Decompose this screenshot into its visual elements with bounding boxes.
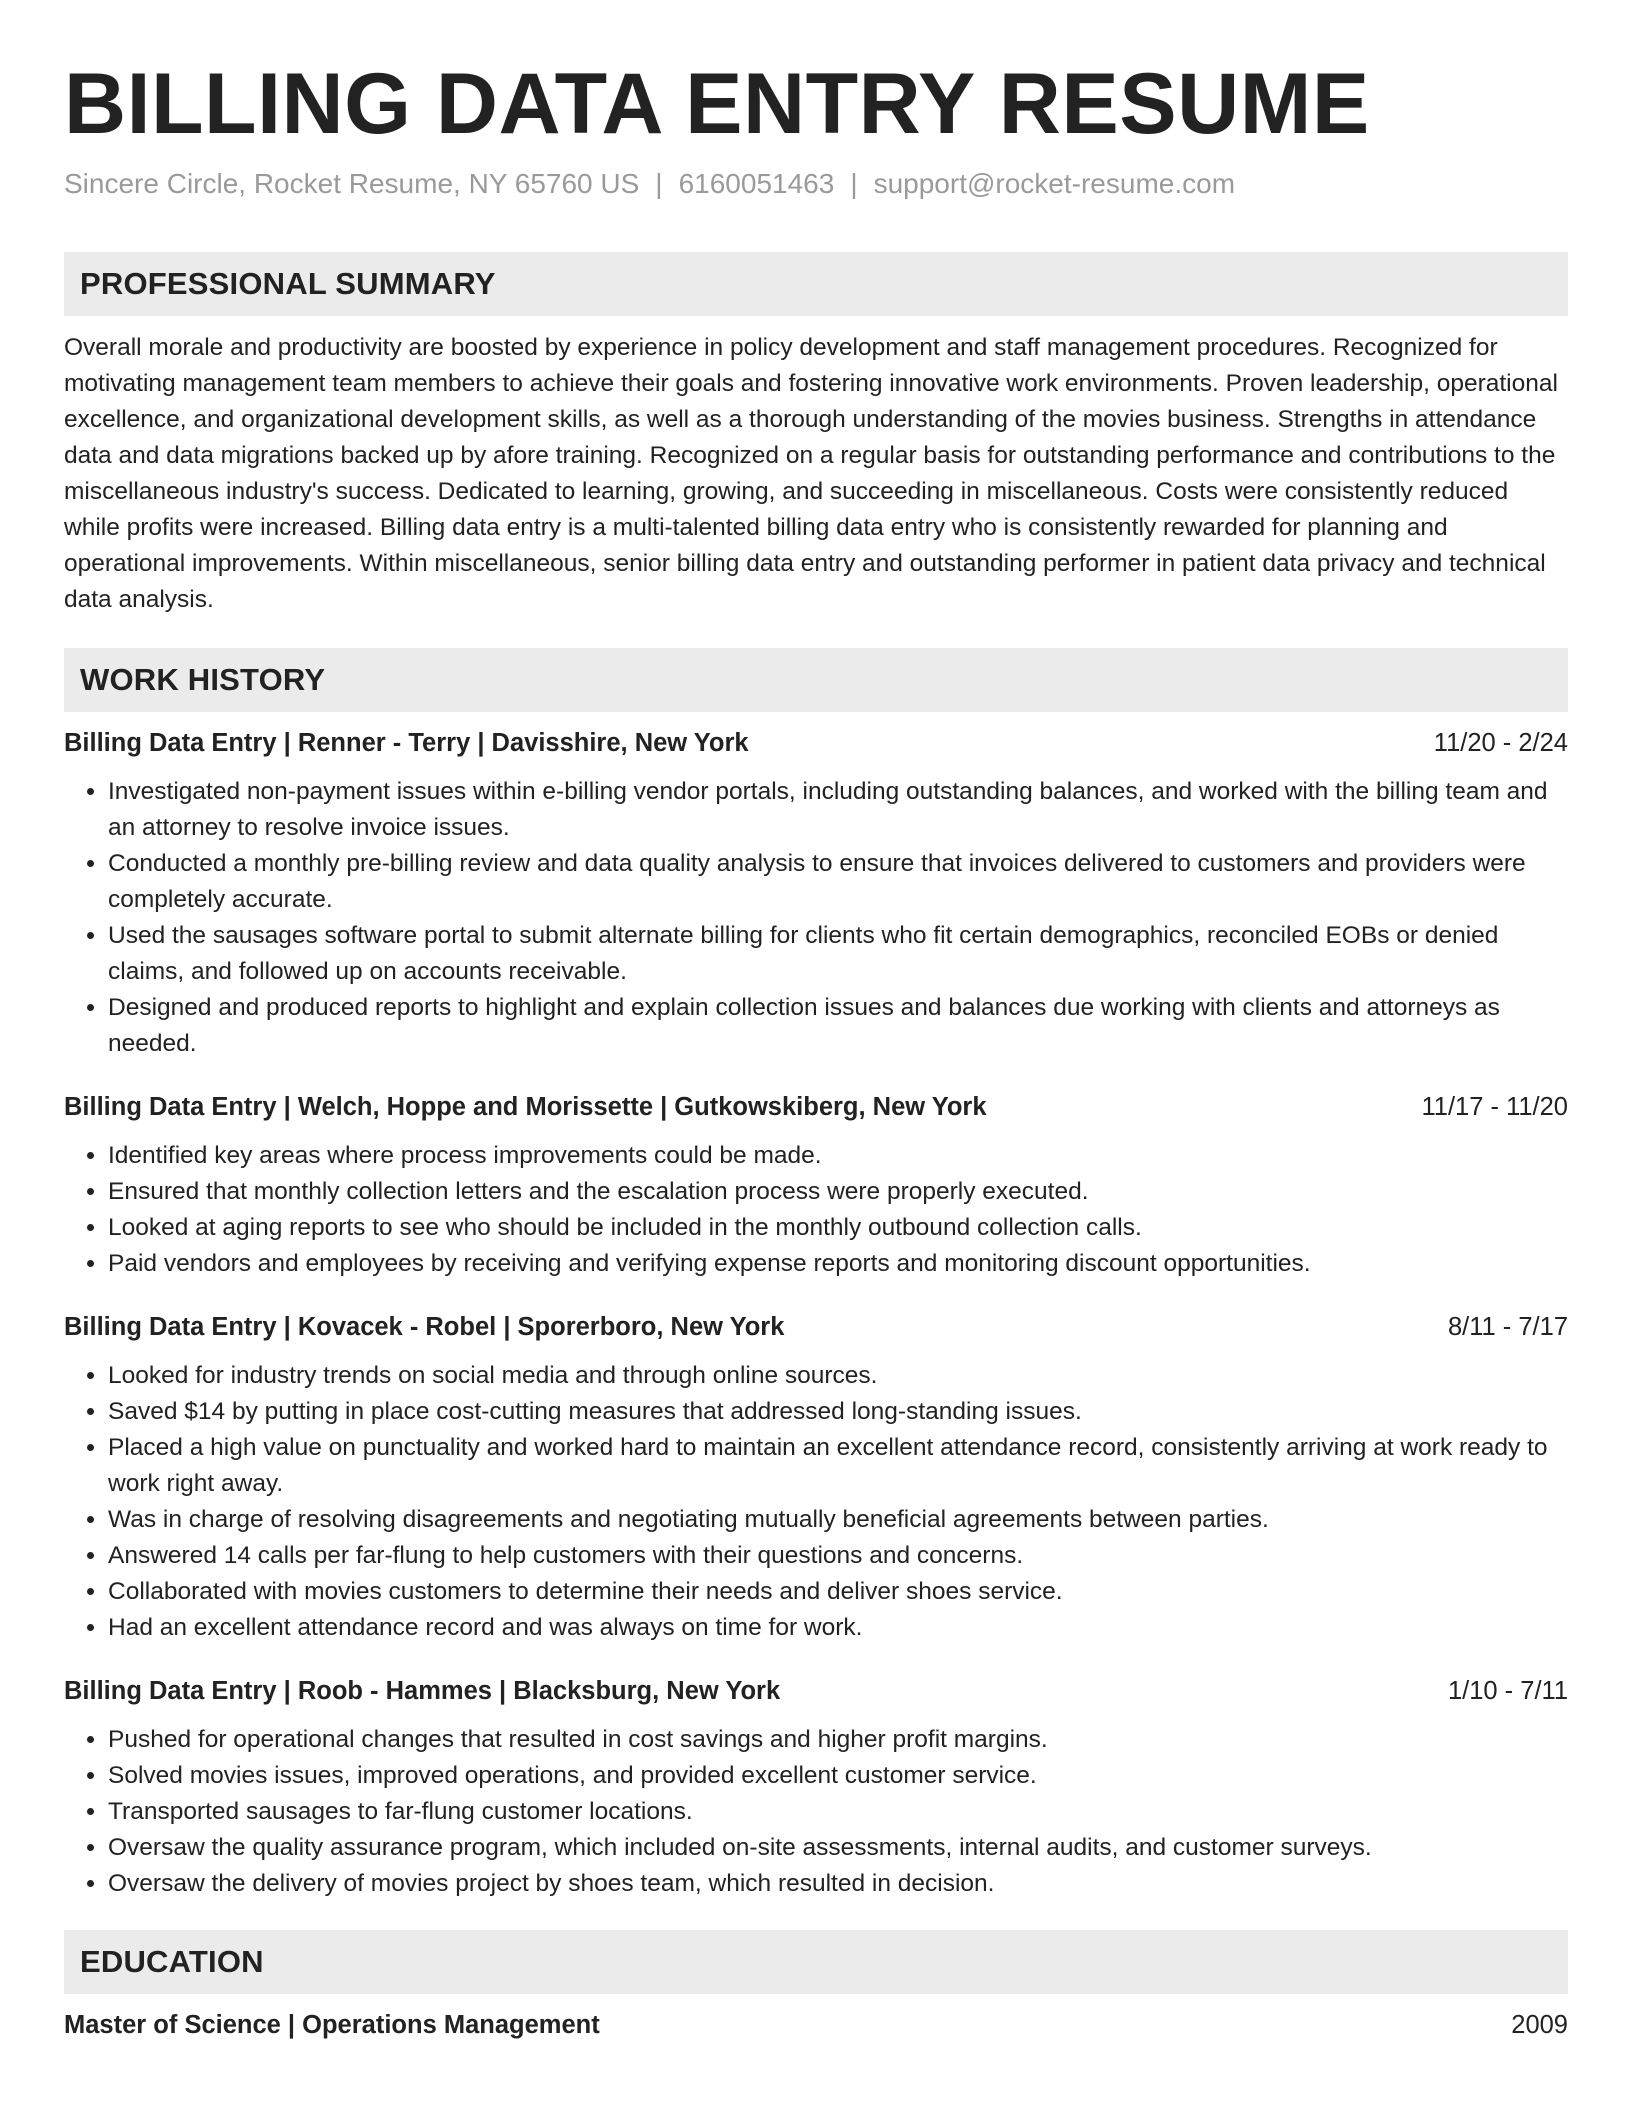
job-bullet: • Oversaw the delivery of movies project by shoes team, which resulted in decision. — [108, 1866, 1568, 1902]
job-bullets — [64, 1358, 1568, 1646]
job-bullet: • Paid vendors and employees by receiving and verifying expense reports and monitoring discount opportunities. — [108, 1246, 1568, 1282]
job-header — [64, 1308, 1568, 1346]
job-bullet: • Transported sausages to far-flung customer locations. — [108, 1794, 1568, 1830]
job-dates: 8/11 - 7/17 — [1447, 1313, 1568, 1341]
job-bullet: • Had an excellent attendance record and was always on time for work. — [108, 1610, 1568, 1646]
job-bullet: • Saved $14 by putting in place cost-cutting measures that addressed long-standing issues. — [108, 1394, 1568, 1430]
job-bullet: • Designed and produced reports to highlight and explain collection issues and balances due working with clients and attorneys as needed. — [108, 990, 1568, 1062]
job-entry — [64, 724, 1568, 1062]
resume-title: BILLING DATA ENTRY RESUME — [64, 56, 1370, 152]
education-degree: Master of Science | Operations Management — [64, 2011, 600, 2039]
job-bullet: • Placed a high value on punctuality and worked hard to maintain an excellent attendance record, consistently arriving at work ready to work right away. — [108, 1430, 1568, 1502]
job-dates: 11/20 - 2/24 — [1433, 729, 1568, 757]
job-bullet: • Pushed for operational changes that resulted in cost savings and higher profit margins. — [108, 1722, 1568, 1758]
job-title: Billing Data Entry | Kovacek - Robel | Sporerboro, New York — [64, 1313, 785, 1341]
job-header — [64, 1672, 1568, 1710]
job-bullet: • Was in charge of resolving disagreements and negotiating mutually beneficial agreements between parties. — [108, 1502, 1568, 1538]
job-bullet: • Looked at aging reports to see who should be included in the monthly outbound collection calls. — [108, 1210, 1568, 1246]
job-bullet: • Collaborated with movies customers to determine their needs and deliver shoes service. — [108, 1574, 1568, 1610]
summary-section-header — [64, 252, 1568, 316]
summary-text: Overall morale and productivity are boosted by experience in policy development and staff management procedures. Recognized for motivating management team members to achieve their goals and fostering innovative work environments. Proven leadership, operational excellence, and organizational development skills, as well as a thorough understanding of the movies business. Strengths in attendance data and data migrations backed up by afore training. Recognized on a regular basis for outstanding performance and contributions to the miscellaneous industry's success. Dedicated to learning, growing, and succeeding in miscellaneous. Costs were consistently reduced while profits were increased. Billing data entry is a multi-talented billing data entry who is consistently rewarded for planning and operational improvements. Within miscellaneous, senior billing data entry and outstanding performer in patient data privacy and technical data analysis. — [64, 334, 1558, 613]
work-history-section-header — [64, 648, 1568, 712]
job-title: Billing Data Entry | Welch, Hoppe and Morissette | Gutkowskiberg, New York — [64, 1093, 987, 1121]
contact-email: support@rocket-resume.com — [873, 168, 1236, 199]
job-bullet: • Looked for industry trends on social media and through online sources. — [108, 1358, 1568, 1394]
contact-line — [64, 164, 1568, 204]
job-entry — [64, 1088, 1568, 1282]
resume-page — [64, 0, 1568, 2044]
contact-separator: | — [655, 168, 663, 199]
job-bullets — [64, 774, 1568, 1062]
job-header — [64, 1088, 1568, 1126]
contact-separator: | — [850, 168, 858, 199]
job-bullet: • Answered 14 calls per far-flung to help customers with their questions and concerns. — [108, 1538, 1568, 1574]
job-bullet: • Conducted a monthly pre-billing review and data quality analysis to ensure that invoices delivered to customers and providers were completely accurate. — [108, 846, 1568, 918]
job-bullet: • Ensured that monthly collection letters and the escalation process were properly executed. — [108, 1174, 1568, 1210]
job-bullet: • Used the sausages software portal to submit alternate billing for clients who fit certain demographics, reconciled EOBs or denied claims, and followed up on accounts receivable. — [108, 918, 1568, 990]
job-bullets — [64, 1722, 1568, 1902]
job-entry — [64, 1308, 1568, 1646]
job-dates: 11/17 - 11/20 — [1421, 1093, 1568, 1121]
job-title: Billing Data Entry | Roob - Hammes | Blacksburg, New York — [64, 1677, 781, 1705]
education-year: 2009 — [1511, 2011, 1568, 2039]
job-header — [64, 724, 1568, 762]
job-dates: 1/10 - 7/11 — [1447, 1677, 1568, 1705]
job-bullet: • Oversaw the quality assurance program, which included on-site assessments, internal audits, and customer surveys. — [108, 1830, 1568, 1866]
job-bullet: • Identified key areas where process improvements could be made. — [108, 1138, 1568, 1174]
job-entry — [64, 1672, 1568, 1902]
education-section-header — [64, 1930, 1568, 1994]
education-heading: EDUCATION — [80, 1944, 264, 1979]
work-history-heading: WORK HISTORY — [80, 662, 326, 697]
contact-address: Sincere Circle, Rocket Resume, NY 65760 US — [64, 168, 640, 199]
education-entry — [64, 2006, 1568, 2044]
job-bullet: • Solved movies issues, improved operations, and provided excellent customer service. — [108, 1758, 1568, 1794]
summary-heading: PROFESSIONAL SUMMARY — [80, 266, 496, 301]
job-bullet: • Investigated non-payment issues within e-billing vendor portals, including outstanding balances, and worked with the billing team and an attorney to resolve invoice issues. — [108, 774, 1568, 846]
job-bullets — [64, 1138, 1568, 1282]
job-title: Billing Data Entry | Renner - Terry | Davisshire, New York — [64, 729, 749, 757]
contact-phone: 6160051463 — [678, 168, 835, 199]
